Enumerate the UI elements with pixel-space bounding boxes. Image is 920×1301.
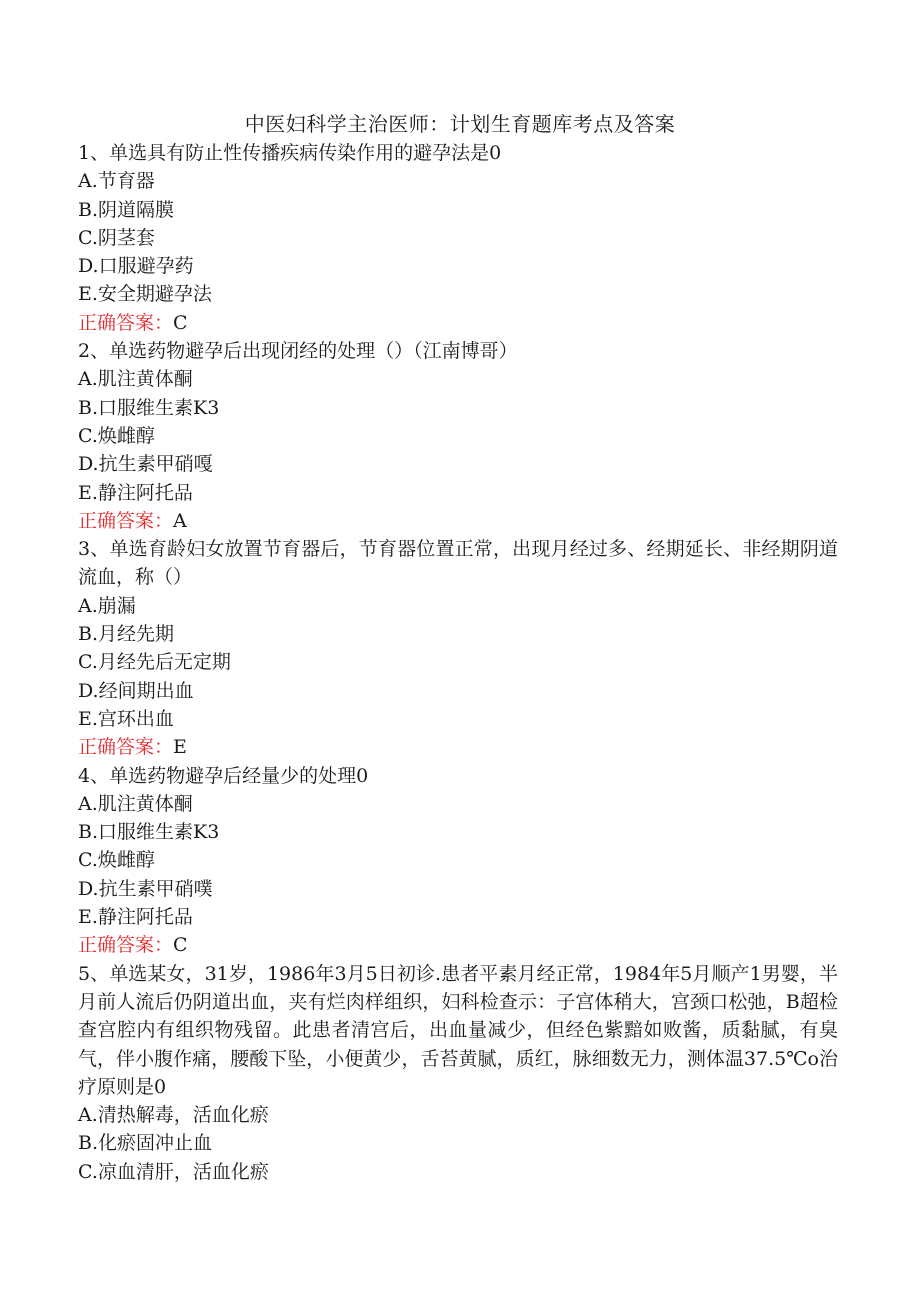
answer-line xyxy=(78,733,838,761)
option-d: D.抗生素甲硝嘎 xyxy=(78,453,213,476)
option-e: E.安全期避孕法 xyxy=(78,283,212,306)
option-b: B.化瘀固冲止血 xyxy=(78,1132,213,1155)
option-e: E.静注阿托品 xyxy=(78,481,193,504)
option-c: C.月经先后无定期 xyxy=(78,651,231,674)
question-stem: 5、单选某女，31岁，1986年3月5日初诊.患者平素月经正常，1984年5月顺产1男婴，半月前人流后仍阴道出血，夹有烂肉样组织，妇科检查示：子宫体稍大，宫颈口松弛，B超检查宫腔内有组织物残留。此患者清宫后，出血量减少，但经色紫黯如败酱，质黏腻，有臭气，伴小腹作痛，腰酸下坠，小便黄少，舌苔黄腻，质红，脉细数无力，测体温37.5℃o治疗原则是0 xyxy=(78,962,838,1098)
answer-label: 正确答案： xyxy=(78,311,174,334)
option-d: D.口服避孕药 xyxy=(78,255,194,278)
option-c: C.阴茎套 xyxy=(78,226,155,249)
question-4 xyxy=(78,762,838,960)
answer-line xyxy=(78,931,838,959)
question-3 xyxy=(78,535,838,761)
question-stem: 3、单选育龄妇女放置节育器后，节育器位置正常，出现月经过多、经期延长、非经期阴道流血，称（） xyxy=(78,538,838,589)
option-a: A.崩漏 xyxy=(78,594,136,617)
option-e: E.静注阿托品 xyxy=(78,906,193,929)
question-list xyxy=(78,139,838,1186)
question-1 xyxy=(78,139,838,337)
answer-value: A xyxy=(173,509,187,532)
question-2 xyxy=(78,337,838,535)
question-stem: 1、单选具有防止性传播疾病传染作用的避孕法是0 xyxy=(78,142,502,164)
answer-value: E xyxy=(173,736,187,759)
option-b: B.阴道隔膜 xyxy=(78,198,175,221)
answer-line xyxy=(78,507,838,535)
option-a: A.肌注黄体酮 xyxy=(78,792,193,815)
option-b: B.口服维生素K3 xyxy=(78,821,220,844)
option-d: D.经间期出血 xyxy=(78,679,194,702)
option-d: D.抗生素甲硝噗 xyxy=(78,877,213,900)
option-a: A.肌注黄体酮 xyxy=(78,368,193,391)
option-b: B.月经先期 xyxy=(78,623,175,646)
answer-value: C xyxy=(173,311,188,334)
option-c: C.焕雌醇 xyxy=(78,849,155,872)
question-stem: 2、单选药物避孕后出现闭经的处理（）（江南博哥） xyxy=(78,340,518,363)
question-5 xyxy=(78,960,838,1186)
answer-value: C xyxy=(173,934,188,957)
option-c: C.焕雌醇 xyxy=(78,424,155,447)
document-title: 中医妇科学主治医师：计划生育题库考点及答案 xyxy=(244,112,676,136)
answer-label: 正确答案： xyxy=(78,736,174,759)
option-a: A.节育器 xyxy=(78,170,155,193)
answer-label: 正确答案： xyxy=(78,934,174,957)
answer-label: 正确答案： xyxy=(78,509,174,532)
option-a: A.清热解毒，活血化瘀 xyxy=(78,1104,269,1127)
option-e: E.宫环出血 xyxy=(78,707,174,730)
option-c: C.凉血清肝，活血化瘀 xyxy=(78,1160,269,1183)
option-b: B.口服维生素K3 xyxy=(78,396,220,419)
answer-line xyxy=(78,309,838,337)
question-stem: 4、单选药物避孕后经量少的处理0 xyxy=(78,764,369,787)
